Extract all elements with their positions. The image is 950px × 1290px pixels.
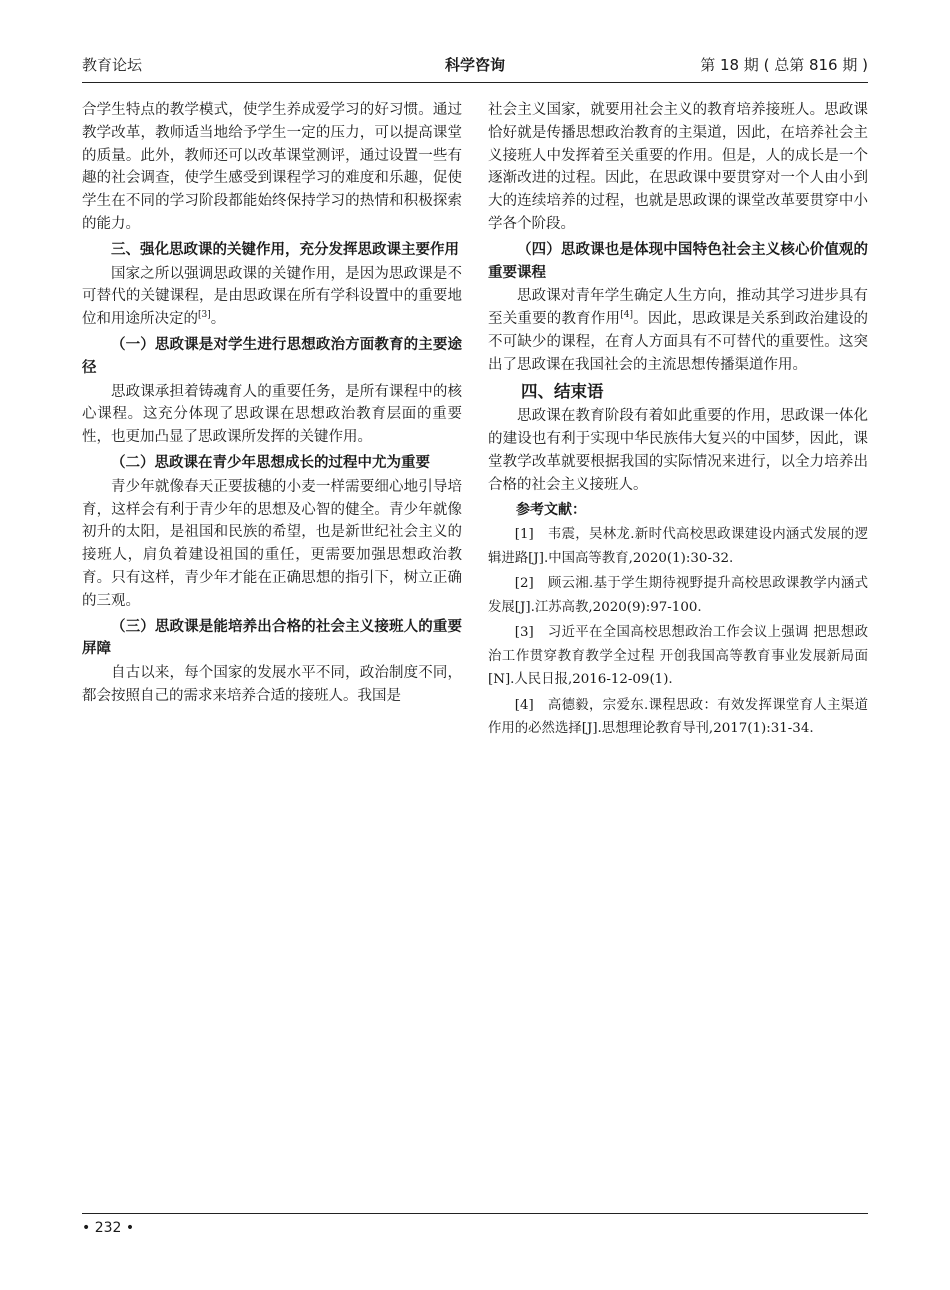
reference-item: [2] 顾云湘.基于学生期待视野提升高校思政课教学内涵式发展[J].江苏高教,2020(9):97-100. [488,576,868,615]
section-heading: 四、结束语 [521,381,604,401]
references-title: 参考文献： [516,501,586,518]
subsection-heading: （四）思政课也是体现中国特色社会主义核心价值观的重要课程 [488,241,868,281]
header-section: 教育论坛 [82,56,143,74]
reference-item: [4] 高德毅，宗爱东.课程思政：有效发挥课堂育人主渠道作用的必然选择[J].思想理论教育导刊,2017(1):31-34. [488,697,868,737]
left-column [82,99,462,708]
paragraph: 青少年就像春天正要拔穗的小麦一样需要细心地引导培育，这样会有利于青少年的思想及心智的健全。青少年就像初升的太阳，是祖国和民族的希望，也是新世纪社会主义的接班人，肩负着建设祖国的重任，更需要加强思想政治教育。只有这样，青少年才能在正确思想的指引下，树立正确的三观。 [82,478,462,609]
section-heading: 三、强化思政课的关键作用，充分发挥思政课主要作用 [111,241,459,258]
subsection-heading: （三）思政课是能培养出合格的社会主义接班人的重要屏障 [82,618,462,658]
paragraph-text: 思政课对青年学生确定人生方向，推动其学习进步具有至关重要的教育作用 [488,288,868,328]
footer-rule [82,1213,868,1214]
reference-item: [1] 韦震，吴林龙.新时代高校思政课建设内涵式发展的逻辑进路[J].中国高等教育,2020(1):30-32. [488,527,868,566]
subsection-heading: （一）思政课是对学生进行思想政治方面教育的主要途径 [82,336,462,376]
subsection-heading: （二）思政课在青少年思想成长的过程中尤为重要 [111,454,430,471]
paragraph-text: 。因此，思政课是关系到政治建设的不可缺少的课程，在育人方面具有不可替代的重要性。这突出了思政课在我国社会的主流思想传播渠道作用。 [488,311,869,373]
paragraph: 思政课在教育阶段有着如此重要的作用，思政课一体化的建设也有利于实现中华民族伟大复兴的中国梦，因此，课堂教学改革就要根据我国的实际情况来进行，以全力培养出合格的社会主义接班人。 [488,408,868,493]
page-number: • 232 • [82,1220,135,1236]
reference-item: [3] 习近平在全国高校思想政治工作会议上强调 把思想政治工作贯穿教育教学全过程 开创我国高等教育事业发展新局面[N].人民日报,2016-12-09(1). [488,625,868,688]
paragraph-text: 。 [210,311,226,328]
paragraph: 合学生特点的教学模式，使学生养成爱学习的好习惯。通过教学改革，教师适当地给予学生一定的压力，可以提高课堂的质量。此外，教师还可以改革课堂测评，通过设置一些有趣的社会调查，使学生感受到课程学习的难度和乐趣，促使学生在不同的学习阶段都能始终保持学习的热情和积极探索的能力。 [82,102,462,232]
right-column [488,99,868,743]
paragraph [82,263,462,331]
header-rule [82,82,868,83]
paragraph-text: 国家之所以强调思政课的关键作用，是因为思政课是不可替代的关键课程，是由思政课在所有学科设置中的重要地位和用途所决定的 [82,265,462,328]
paragraph: 思政课承担着铸魂育人的重要任务，是所有课程中的核心课程。这充分体现了思政课在思想政治教育层面的重要性，也更加凸显了思政课所发挥的关键作用。 [82,383,462,446]
citation: [4] [620,310,633,321]
paragraph [488,285,868,376]
paragraph: 社会主义国家，就要用社会主义的教育培养接班人。思政课恰好就是传播思想政治教育的主渠道，因此，在培养社会主义接班人中发挥着至关重要的作用。但是，人的成长是一个逐渐改进的过程。因此，在思政课中要贯穿对一个人由小到大的连续培养的过程，也就是思政课的课堂改革要贯穿中小学各个阶段。 [488,102,868,232]
paragraph: 自古以来，每个国家的发展水平不同，政治制度不同，都会按照自己的需求来培养合适的接班人。我国是 [82,665,462,704]
citation: [3] [198,310,211,321]
page-header [82,50,868,80]
issue-number: 第 18 期 ( 总第 816 期 ) [700,56,868,74]
journal-title: 科学咨询 [444,56,505,74]
